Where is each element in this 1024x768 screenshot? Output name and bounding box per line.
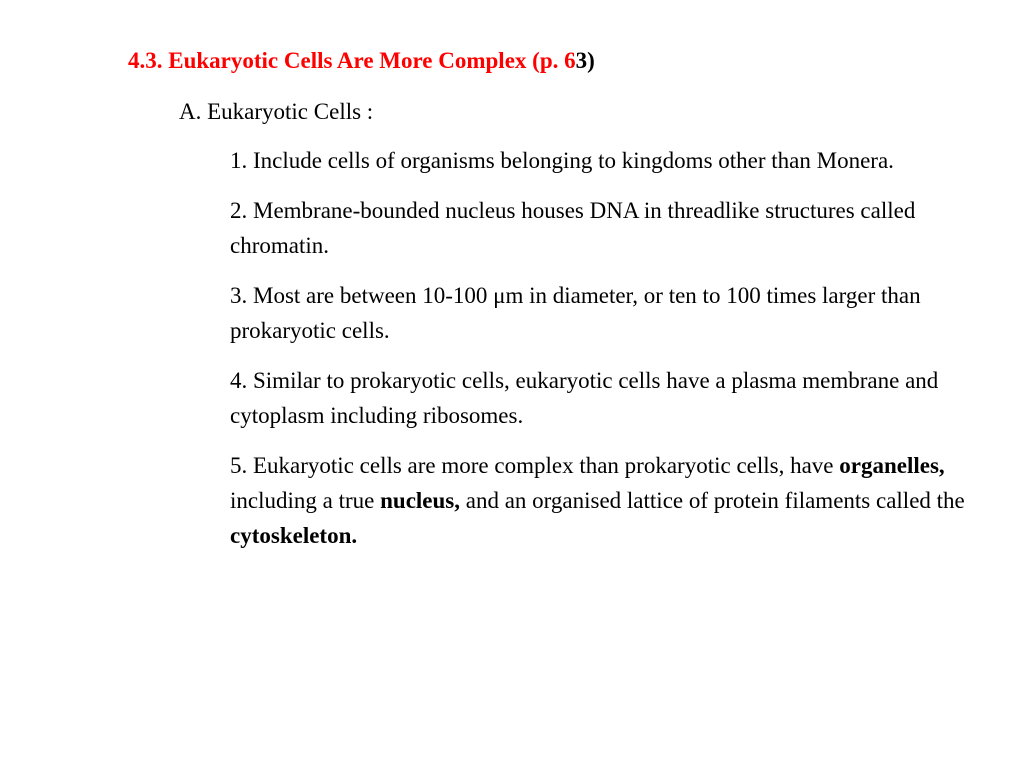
point-5-term-cytoskeleton: cytoskeleton. — [230, 523, 358, 548]
title-text: 4.3. Eukaryotic Cells Are More Complex — [128, 48, 527, 73]
point-5-term-nucleus: nucleus, — [380, 488, 460, 513]
title-page-ref: (p. 6 — [526, 48, 576, 73]
point-5-text-b: including a true — [230, 488, 381, 513]
point-item-1: 1. Include cells of organisms belonging to kingdoms other than Monera. — [230, 148, 894, 173]
section-heading: A. Eukaryotic Cells : — [179, 99, 374, 124]
point-item-5 — [230, 448, 970, 553]
point-5-term-organelles: organelles, — [839, 453, 945, 478]
point-item-3: 3. Most are between 10-100 μm in diameter, or ten to 100 times larger than prokaryotic cells. — [230, 283, 921, 343]
point-list — [230, 143, 970, 568]
title-close-paren: ) — [587, 48, 595, 73]
point-item-2: 2. Membrane-bounded nucleus houses DNA in threadlike structures called chromatin. — [230, 198, 916, 258]
point-5-text-a: 5. Eukaryotic cells are more complex than prokaryotic cells, have — [230, 453, 840, 478]
point-item-4: 4. Similar to prokaryotic cells, eukaryotic cells have a plasma membrane and cytoplasm including ribosomes. — [230, 368, 939, 428]
point-5-text-c: and an organised lattice of protein filaments called the — [460, 488, 965, 513]
slide-title — [128, 46, 595, 76]
title-page-digit: 3 — [575, 48, 588, 73]
